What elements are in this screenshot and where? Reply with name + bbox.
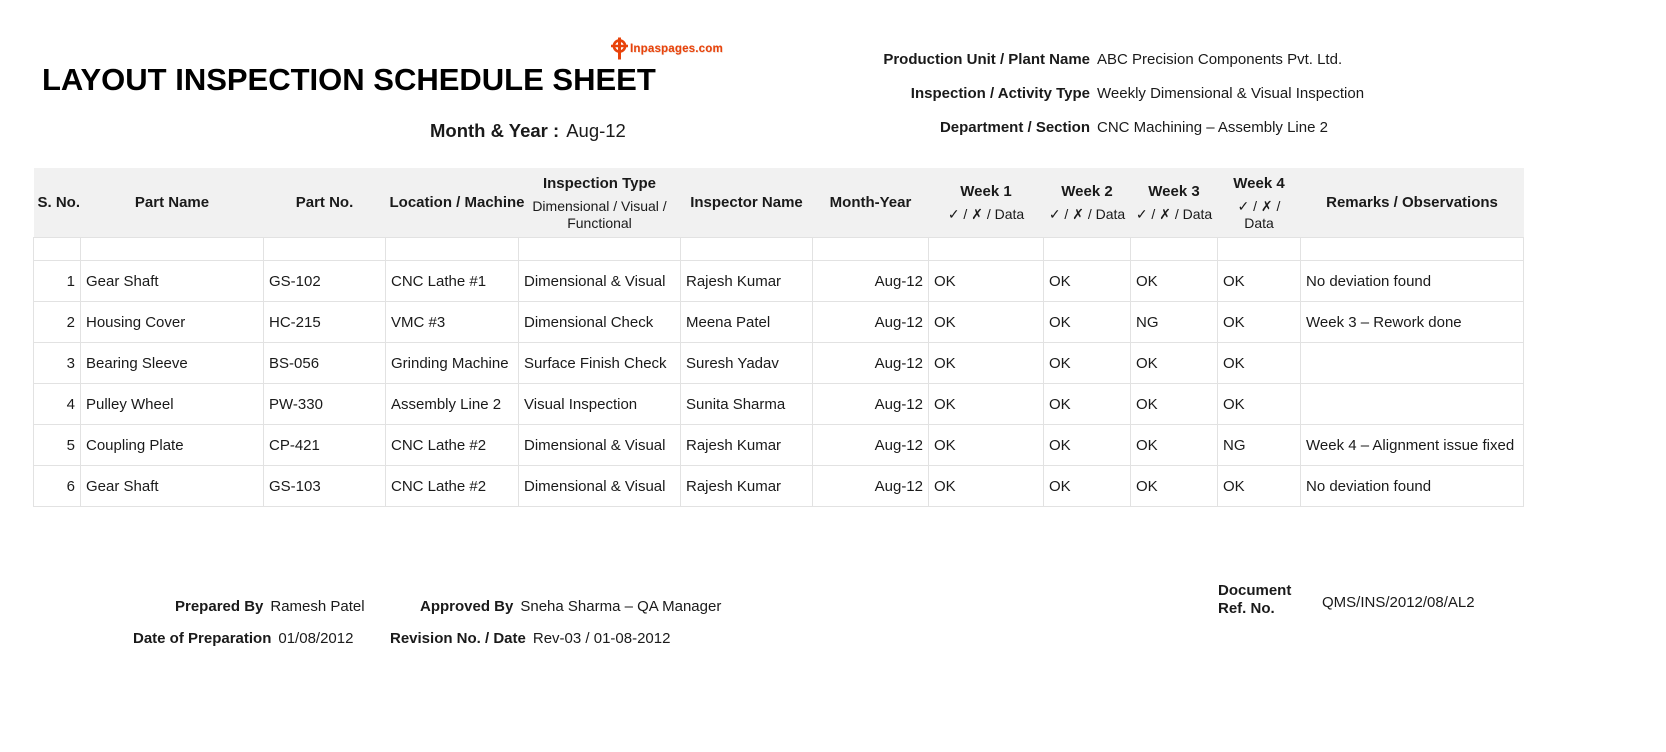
cell-remarks: Week 3 – Rework done <box>1301 302 1524 343</box>
cell-week3: NG <box>1131 302 1218 343</box>
department-label: Department / Section <box>939 119 1090 136</box>
col-header-part-no: Part No. <box>264 168 386 238</box>
spacer-cell <box>1044 238 1131 261</box>
cell-inspection-type: Dimensional & Visual <box>519 425 681 466</box>
spacer-cell <box>813 238 929 261</box>
cell-week2: OK <box>1044 466 1131 507</box>
cell-part-no: BS-056 <box>264 343 386 384</box>
cell-s-no: 1 <box>34 261 81 302</box>
cell-inspector: Rajesh Kumar <box>681 466 813 507</box>
cell-inspector: Meena Patel <box>681 302 813 343</box>
cell-inspector: Rajesh Kumar <box>681 261 813 302</box>
spacer-cell <box>1131 238 1218 261</box>
col-header-inspection-type <box>519 168 681 238</box>
table-row <box>34 302 1524 343</box>
cell-part-name: Pulley Wheel <box>81 384 264 425</box>
cell-s-no: 3 <box>34 343 81 384</box>
cell-month-year: Aug-12 <box>813 384 929 425</box>
cell-week2: OK <box>1044 343 1131 384</box>
table-row <box>34 466 1524 507</box>
inspection-schedule-table <box>33 168 1524 507</box>
cell-part-name: Coupling Plate <box>81 425 264 466</box>
spacer-cell <box>34 238 81 261</box>
month-year-line <box>430 120 626 142</box>
info-row-department <box>820 118 1364 138</box>
cell-inspector: Sunita Sharma <box>681 384 813 425</box>
cell-s-no: 5 <box>34 425 81 466</box>
table-row <box>34 343 1524 384</box>
col-header-location: Location / Machine <box>386 168 519 238</box>
table-row <box>34 384 1524 425</box>
cell-month-year: Aug-12 <box>813 343 929 384</box>
revision-value: Rev-03 / 01-08-2012 <box>532 630 671 647</box>
cell-part-no: HC-215 <box>264 302 386 343</box>
date-of-preparation-label: Date of Preparation <box>133 630 272 647</box>
cell-s-no: 2 <box>34 302 81 343</box>
cell-week4: OK <box>1218 261 1301 302</box>
col-header-week4 <box>1218 168 1301 238</box>
spacer-cell <box>929 238 1044 261</box>
info-row-plant <box>820 50 1364 70</box>
col-header-s-no: S. No. <box>34 168 81 238</box>
cell-week4: NG <box>1218 425 1301 466</box>
spacer-cell <box>1218 238 1301 261</box>
logo-text[interactable]: Inpaspages.com <box>630 42 723 55</box>
document-ref-label: Document Ref. No. <box>1218 582 1292 617</box>
spacer-cell <box>264 238 386 261</box>
cell-week2: OK <box>1044 425 1131 466</box>
cell-part-name: Gear Shaft <box>81 466 264 507</box>
cell-week4: OK <box>1218 384 1301 425</box>
spacer-cell <box>1301 238 1524 261</box>
target-cross-icon <box>610 37 629 60</box>
col-header-inspector: Inspector Name <box>681 168 813 238</box>
header-row <box>34 168 1524 238</box>
cell-week1: OK <box>929 302 1044 343</box>
cell-part-name: Gear Shaft <box>81 261 264 302</box>
cell-remarks <box>1301 384 1524 425</box>
approved-by-label: Approved By <box>420 598 514 615</box>
cell-location: VMC #3 <box>386 302 519 343</box>
cell-week1: OK <box>929 384 1044 425</box>
table-row <box>34 425 1524 466</box>
cell-remarks: No deviation found <box>1301 261 1524 302</box>
cell-week3: OK <box>1131 466 1218 507</box>
cell-week2: OK <box>1044 261 1131 302</box>
cell-remarks: Week 4 – Alignment issue fixed <box>1301 425 1524 466</box>
cell-week1: OK <box>929 261 1044 302</box>
info-row-activity <box>820 84 1364 104</box>
cell-week1: OK <box>929 466 1044 507</box>
week2-subtitle: ✓ / ✗ / Data <box>1048 206 1126 222</box>
table-row <box>34 261 1524 302</box>
cell-location: CNC Lathe #2 <box>386 425 519 466</box>
cell-part-name: Housing Cover <box>81 302 264 343</box>
week4-title: Week 4 <box>1233 174 1285 192</box>
cell-week3: OK <box>1131 384 1218 425</box>
cell-part-name: Bearing Sleeve <box>81 343 264 384</box>
plant-info-block <box>820 50 1364 152</box>
cell-week4: OK <box>1218 343 1301 384</box>
plant-name-label: Production Unit / Plant Name <box>883 51 1090 68</box>
cell-week3: OK <box>1131 425 1218 466</box>
month-year-value: Aug-12 <box>566 120 626 141</box>
cell-inspector: Suresh Yadav <box>681 343 813 384</box>
inspection-type-subtitle: Dimensional / Visual / Functional <box>532 197 667 231</box>
prepared-by <box>175 598 365 615</box>
date-of-preparation <box>133 630 353 647</box>
cell-location: CNC Lathe #1 <box>386 261 519 302</box>
prepared-by-value: Ramesh Patel <box>270 598 365 615</box>
col-header-part-name: Part Name <box>81 168 264 238</box>
cell-inspection-type: Dimensional & Visual <box>519 261 681 302</box>
spacer-cell <box>519 238 681 261</box>
col-header-remarks: Remarks / Observations <box>1301 168 1524 238</box>
cell-inspection-type: Dimensional Check <box>519 302 681 343</box>
cell-month-year: Aug-12 <box>813 466 929 507</box>
week1-subtitle: ✓ / ✗ / Data <box>947 206 1025 222</box>
month-year-label: Month & Year : <box>430 120 560 141</box>
cell-week3: OK <box>1131 261 1218 302</box>
document-ref-value: QMS/INS/2012/08/AL2 <box>1322 594 1475 611</box>
cell-week3: OK <box>1131 343 1218 384</box>
department-value: CNC Machining – Assembly Line 2 <box>1097 119 1328 136</box>
inspection-type-title: Inspection Type <box>542 174 657 192</box>
cell-part-no: GS-102 <box>264 261 386 302</box>
revision-no-date <box>390 630 670 647</box>
spacer-cell <box>81 238 264 261</box>
col-header-week1 <box>929 168 1044 238</box>
cell-inspection-type: Surface Finish Check <box>519 343 681 384</box>
col-header-week3 <box>1131 168 1218 238</box>
spacer-cell <box>681 238 813 261</box>
revision-label: Revision No. / Date <box>390 630 526 647</box>
col-header-week2 <box>1044 168 1131 238</box>
cell-inspector: Rajesh Kumar <box>681 425 813 466</box>
cell-week1: OK <box>929 425 1044 466</box>
cell-part-no: CP-421 <box>264 425 386 466</box>
week1-title: Week 1 <box>960 183 1012 200</box>
activity-type-label: Inspection / Activity Type <box>910 85 1090 102</box>
col-header-month-year: Month-Year <box>813 168 929 238</box>
cell-week4: OK <box>1218 302 1301 343</box>
cell-week2: OK <box>1044 302 1131 343</box>
cell-remarks: No deviation found <box>1301 466 1524 507</box>
cell-part-no: GS-103 <box>264 466 386 507</box>
cell-inspection-type: Visual Inspection <box>519 384 681 425</box>
week2-title: Week 2 <box>1061 183 1113 200</box>
activity-type-value: Weekly Dimensional & Visual Inspection <box>1097 85 1365 102</box>
week4-subtitle: ✓ / ✗ / Data <box>1237 197 1281 231</box>
week3-title: Week 3 <box>1148 183 1200 200</box>
cell-location: CNC Lathe #2 <box>386 466 519 507</box>
spacer-cell <box>386 238 519 261</box>
page-title: LAYOUT INSPECTION SCHEDULE SHEET <box>42 62 656 97</box>
cell-month-year: Aug-12 <box>813 425 929 466</box>
cell-week4: OK <box>1218 466 1301 507</box>
cell-location: Assembly Line 2 <box>386 384 519 425</box>
cell-part-no: PW-330 <box>264 384 386 425</box>
cell-s-no: 6 <box>34 466 81 507</box>
cell-s-no: 4 <box>34 384 81 425</box>
approved-by-value: Sneha Sharma – QA Manager <box>520 598 722 615</box>
week3-subtitle: ✓ / ✗ / Data <box>1135 206 1213 222</box>
cell-remarks <box>1301 343 1524 384</box>
plant-name-value: ABC Precision Components Pvt. Ltd. <box>1097 51 1343 68</box>
cell-month-year: Aug-12 <box>813 302 929 343</box>
cell-month-year: Aug-12 <box>813 261 929 302</box>
approved-by <box>420 598 721 615</box>
cell-inspection-type: Dimensional & Visual <box>519 466 681 507</box>
cell-location: Grinding Machine <box>386 343 519 384</box>
spacer-row <box>34 238 1524 261</box>
prepared-by-label: Prepared By <box>175 598 264 615</box>
cell-week2: OK <box>1044 384 1131 425</box>
date-of-preparation-value: 01/08/2012 <box>278 630 354 647</box>
logo <box>610 37 723 60</box>
cell-week1: OK <box>929 343 1044 384</box>
